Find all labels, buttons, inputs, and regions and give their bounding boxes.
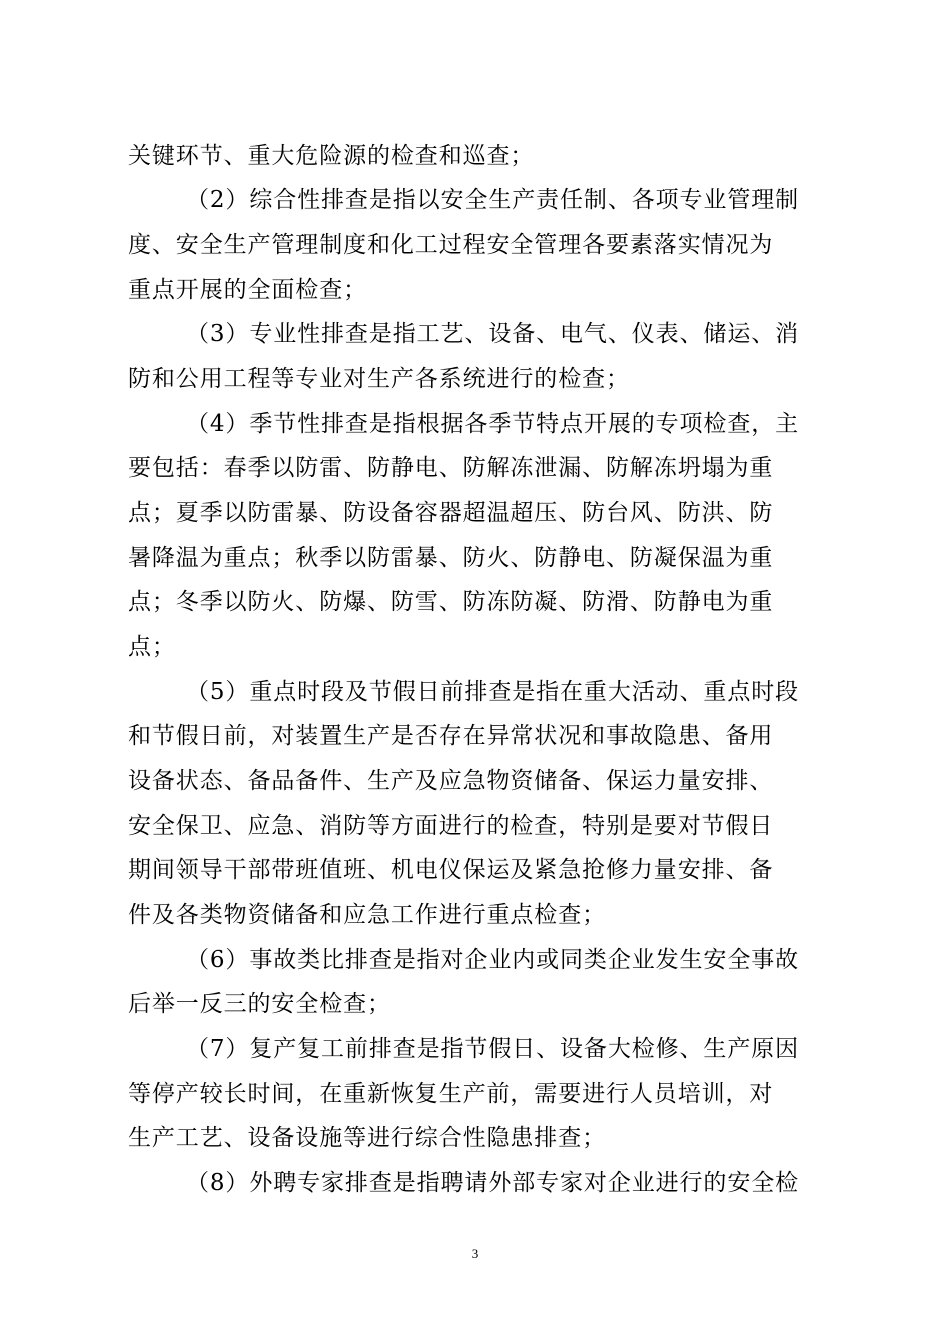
text-line: （8）外聘专家排查是指聘请外部专家对企业进行的安全检: [186, 1170, 800, 1196]
text-line: 和节假日前，对装置生产是否存在异常状况和事故隐患、备用: [128, 723, 774, 749]
text-line: 件及各类物资储备和应急工作进行重点检查；: [128, 902, 606, 928]
text-line: 关键环节、重大危险源的检查和巡查；: [128, 143, 535, 169]
text-line: 点；夏季以防雷暴、防设备容器超温超压、防台风、防洪、防: [128, 500, 774, 526]
text-line: 等停产较长时间，在重新恢复生产前，需要进行人员培训，对: [128, 1081, 774, 1107]
page-number: 3: [471, 1246, 479, 1261]
text-line: 点；冬季以防火、防爆、防雪、防冻防凝、防滑、防静电为重: [128, 589, 774, 615]
text-line: 重点开展的全面检查；: [128, 277, 367, 303]
text-line: 安全保卫、应急、消防等方面进行的检查，特别是要对节假日: [128, 813, 774, 839]
text-line: 期间领导干部带班值班、机电仪保运及紧急抢修力量安排、备: [128, 857, 774, 883]
text-line: 度、安全生产管理制度和化工过程安全管理各要素落实情况为: [128, 232, 774, 258]
text-line: 生产工艺、设备设施等进行综合性隐患排查；: [128, 1125, 606, 1151]
text-line: （2）综合性排查是指以安全生产责任制、各项专业管理制: [186, 187, 800, 213]
text-line: （3）专业性排查是指工艺、设备、电气、仪表、储运、消: [186, 321, 800, 347]
text-line: 后举一反三的安全检查；: [128, 991, 391, 1017]
text-line: 要包括：春季以防雷、防静电、防解冻泄漏、防解冻坍塌为重: [128, 455, 774, 481]
text-line: 暑降温为重点；秋季以防雷暴、防火、防静电、防凝保温为重: [128, 545, 774, 571]
text-line: （4）季节性排查是指根据各季节特点开展的专项检查，主: [186, 411, 800, 437]
text-line: （5）重点时段及节假日前排查是指在重大活动、重点时段: [186, 679, 800, 705]
text-line: （7）复产复工前排查是指节假日、设备大检修、生产原因: [186, 1036, 800, 1062]
text-line: 设备状态、备品备件、生产及应急物资储备、保运力量安排、: [128, 768, 774, 794]
text-line: 防和公用工程等专业对生产各系统进行的检查；: [128, 366, 630, 392]
text-line: 点；: [128, 634, 176, 660]
text-line: （6）事故类比排查是指对企业内或同类企业发生安全事故: [186, 947, 800, 973]
